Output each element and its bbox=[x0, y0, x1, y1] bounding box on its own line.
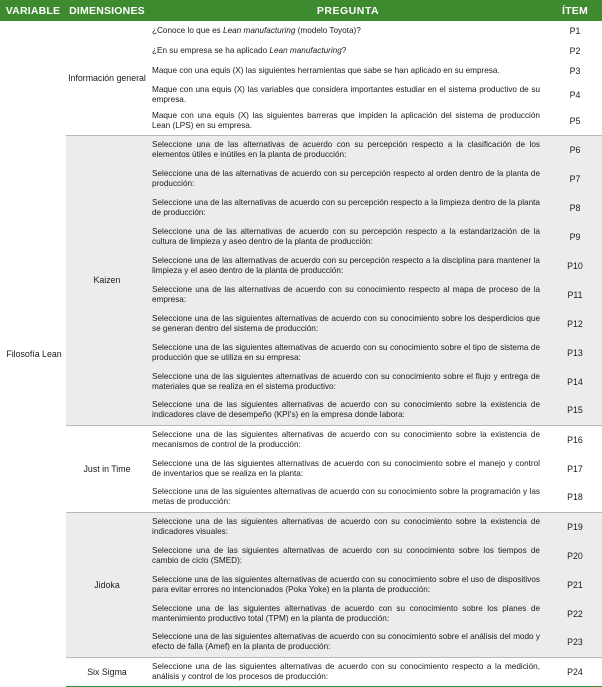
item-cell: P20 bbox=[548, 541, 602, 570]
item-cell: P4 bbox=[548, 81, 602, 108]
question-cell: Seleccione una de las siguientes alternativas de acuerdo con su conocimiento respecto a la medición, análisis y control de los procesos de producción: bbox=[148, 657, 548, 686]
variable-cell: Filosofía Lean bbox=[0, 21, 66, 686]
question-cell: Seleccione una de las alternativas de acuerdo con su percepción respecto a la limpieza dentro de la planta de producción: bbox=[148, 193, 548, 222]
item-cell: P8 bbox=[548, 193, 602, 222]
item-cell: P13 bbox=[548, 338, 602, 367]
question-cell bbox=[148, 41, 548, 61]
question-cell: Seleccione una de las siguientes alternativas de acuerdo con su conocimiento sobre la programación y las metas de producción: bbox=[148, 483, 548, 512]
question-emphasis: Lean manufacturing bbox=[223, 26, 296, 35]
header-variable: VARIABLE bbox=[0, 0, 66, 21]
item-cell: P9 bbox=[548, 222, 602, 251]
table-row bbox=[0, 135, 602, 164]
item-cell: P7 bbox=[548, 164, 602, 193]
question-cell: Seleccione una de las alternativas de acuerdo con su percepción respecto a la clasificación de los elementos útiles e inútiles en la planta de producción: bbox=[148, 135, 548, 164]
dimension-cell: Kaizen bbox=[66, 135, 148, 425]
question-cell: Seleccione una de las siguientes alternativas de acuerdo con su conocimiento sobre el flujo y entrega de materiales que se realiza en el sistema productivo: bbox=[148, 367, 548, 396]
question-cell: Seleccione una de las siguientes alternativas de acuerdo con su conocimiento sobre el manejo y control de inventarios que se realiza en la planta: bbox=[148, 454, 548, 483]
question-cell: Seleccione una de las alternativas de acuerdo con su percepción respecto a la estandarización de la cultura de limpieza y aseo dentro de la planta de producción: bbox=[148, 222, 548, 251]
table-row bbox=[0, 21, 602, 41]
question-cell: Seleccione una de las siguientes alternativas de acuerdo con su conocimiento sobre el uso de dispositivos para evitar errores no intencionados (Poka Yoke) en la planta de producción: bbox=[148, 570, 548, 599]
question-text: ? bbox=[341, 46, 347, 55]
item-cell: P2 bbox=[548, 41, 602, 61]
item-cell: P6 bbox=[548, 135, 602, 164]
question-emphasis: Lean manufacturing bbox=[269, 46, 342, 55]
question-cell: Seleccione una de las siguientes alternativas de acuerdo con su conocimiento sobre el análisis del modo y efecto de falla (Amef) en la planta de producción: bbox=[148, 628, 548, 657]
question-cell: Seleccione una de las alternativas de acuerdo con su percepción respecto a la disciplina para mantener la limpieza y el aseo dentro de la planta de producción: bbox=[148, 251, 548, 280]
question-cell: Maque con una equis (X) las siguientes herramientas que sabe se han aplicado en su empresa. bbox=[148, 61, 548, 81]
question-cell bbox=[148, 21, 548, 41]
item-cell: P14 bbox=[548, 367, 602, 396]
item-cell: P24 bbox=[548, 657, 602, 686]
question-cell: Seleccione una de las siguientes alternativas de acuerdo con su conocimiento sobre el tipo de sistema de producción que se utiliza en su empresa: bbox=[148, 338, 548, 367]
question-text: ¿Conoce lo que es bbox=[152, 26, 224, 35]
question-cell: Seleccione una de las siguientes alternativas de acuerdo con su conocimiento sobre la existencia de indicadores visuales: bbox=[148, 512, 548, 541]
item-cell: P10 bbox=[548, 251, 602, 280]
item-cell: P16 bbox=[548, 425, 602, 454]
item-cell: P18 bbox=[548, 483, 602, 512]
item-cell: P1 bbox=[548, 21, 602, 41]
dimension-cell: Jidoka bbox=[66, 512, 148, 657]
question-cell: Seleccione una de las siguientes alternativas de acuerdo con su conocimiento sobre los tiempos de cambio de ciclo (SMED): bbox=[148, 541, 548, 570]
item-cell: P19 bbox=[548, 512, 602, 541]
table-row bbox=[0, 425, 602, 454]
question-cell: Maque con una equis (X) las variables que considera importantes estudiar en el sistema productivo de su empresa. bbox=[148, 81, 548, 108]
item-cell: P21 bbox=[548, 570, 602, 599]
question-cell: Seleccione una de las alternativas de acuerdo con su percepción respecto al orden dentro de la planta de producción: bbox=[148, 164, 548, 193]
dimension-cell: Información general bbox=[66, 21, 148, 135]
question-text: (modelo Toyota)? bbox=[295, 26, 361, 35]
table-row bbox=[0, 657, 602, 686]
item-cell: P12 bbox=[548, 309, 602, 338]
dimension-cell: Six Sigma bbox=[66, 657, 148, 686]
table-row bbox=[0, 512, 602, 541]
question-cell: Seleccione una de las alternativas de acuerdo con su conocimiento respecto al mapa de proceso de la empresa: bbox=[148, 280, 548, 309]
question-cell: Seleccione una de las siguientes alternativas de acuerdo con su conocimiento sobre los planes de mantenimiento productivo total (TPM) en la planta de producción: bbox=[148, 599, 548, 628]
header-item: ÍTEM bbox=[548, 0, 602, 21]
header-row bbox=[0, 0, 602, 21]
header-pregunta: PREGUNTA bbox=[148, 0, 548, 21]
item-cell: P3 bbox=[548, 61, 602, 81]
item-cell: P23 bbox=[548, 628, 602, 657]
item-cell: P5 bbox=[548, 108, 602, 135]
header-dimensiones: DIMENSIONES bbox=[66, 0, 148, 21]
dimension-cell: Just in Time bbox=[66, 425, 148, 512]
question-text: ¿En su empresa se ha aplicado bbox=[152, 46, 270, 55]
table-body bbox=[0, 21, 602, 686]
question-cell: Seleccione una de las siguientes alternativas de acuerdo con su conocimiento sobre la existencia de mecanismos de control de la producción: bbox=[148, 425, 548, 454]
question-cell: Maque con una equis (X) las siguientes barreras que impiden la aplicación del sistema de producción Lean (LPS) en su empresa. bbox=[148, 108, 548, 135]
question-cell: Seleccione una de las siguientes alternativas de acuerdo con su conocimiento sobre los desperdicios que se generan dentro del sistema de producción: bbox=[148, 309, 548, 338]
item-cell: P17 bbox=[548, 454, 602, 483]
item-cell: P11 bbox=[548, 280, 602, 309]
item-cell: P15 bbox=[548, 396, 602, 425]
item-cell: P22 bbox=[548, 599, 602, 628]
question-cell: Seleccione una de las siguientes alternativas de acuerdo con su conocimiento sobre la existencia de indicadores clave de desempeño (KPI's) en la empresa donde labora: bbox=[148, 396, 548, 425]
